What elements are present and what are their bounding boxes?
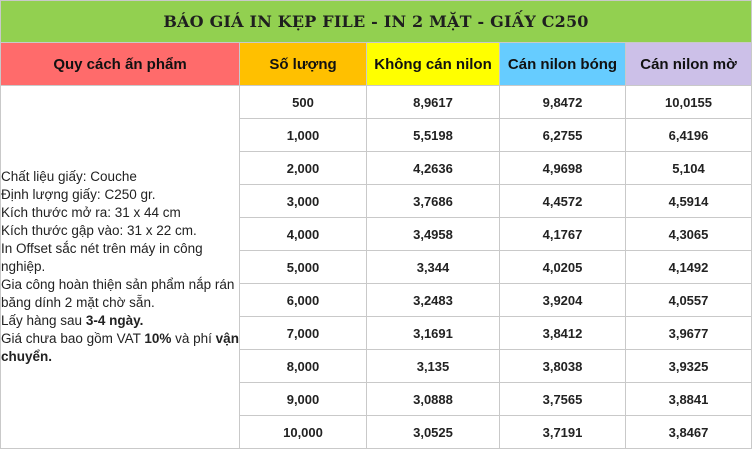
table-title: BÁO GIÁ IN KẸP FILE - IN 2 MẶT - GIẤY C250 — [1, 1, 752, 43]
quantity-cell: 3,000 — [240, 185, 367, 218]
matte-price-cell: 10,0155 — [626, 86, 752, 119]
matte-price-cell: 4,1492 — [626, 251, 752, 284]
spec-description — [1, 86, 240, 449]
matte-price-cell: 5,104 — [626, 152, 752, 185]
quantity-cell: 9,000 — [240, 383, 367, 416]
title-row — [1, 1, 752, 43]
matte-price-cell: 4,5914 — [626, 185, 752, 218]
gloss-price-cell: 4,0205 — [500, 251, 626, 284]
quantity-cell: 5,000 — [240, 251, 367, 284]
quantity-cell: 6,000 — [240, 284, 367, 317]
spec-price-note — [1, 330, 239, 366]
quantity-cell: 7,000 — [240, 317, 367, 350]
quantity-cell: 2,000 — [240, 152, 367, 185]
spec-open-size: Kích thước mở ra: 31 x 44 cm — [1, 205, 181, 220]
gloss-price-cell: 3,8038 — [500, 350, 626, 383]
header-gloss-lamination: Cán nilon bóng — [500, 43, 626, 86]
quantity-cell: 8,000 — [240, 350, 367, 383]
matte-price-cell: 3,9325 — [626, 350, 752, 383]
header-row — [1, 43, 752, 86]
header-matte-lamination: Cán nilon mờ — [626, 43, 752, 86]
spec-folded-size: Kích thước gập vào: 31 x 22 cm. — [1, 223, 197, 238]
spec-lead-time-value: 3-4 ngày. — [85, 313, 144, 328]
header-spec: Quy cách ấn phẩm — [1, 43, 240, 86]
no-lamination-price-cell: 3,1691 — [367, 317, 500, 350]
gloss-price-cell: 3,7565 — [500, 383, 626, 416]
gloss-price-cell: 3,7191 — [500, 416, 626, 449]
gloss-price-cell: 6,2755 — [500, 119, 626, 152]
gloss-price-cell: 3,9204 — [500, 284, 626, 317]
gloss-price-cell: 9,8472 — [500, 86, 626, 119]
spec-vat-value: 10% — [144, 331, 172, 346]
quantity-cell: 500 — [240, 86, 367, 119]
gloss-price-cell: 4,4572 — [500, 185, 626, 218]
spec-vat-label: Giá chưa bao gồm VAT — [1, 331, 145, 346]
no-lamination-price-cell: 8,9617 — [367, 86, 500, 119]
no-lamination-price-cell: 3,135 — [367, 350, 500, 383]
header-no-lamination: Không cán nilon — [367, 43, 500, 86]
price-rows — [1, 86, 752, 449]
matte-price-cell: 4,3065 — [626, 218, 752, 251]
spec-shipping-label: và phí — [171, 331, 216, 346]
spec-lead-time-label: Lấy hàng sau — [1, 313, 86, 328]
no-lamination-price-cell: 3,0888 — [367, 383, 500, 416]
spec-printing: In Offset sắc nét trên máy in công nghiệp. — [1, 241, 203, 274]
gloss-price-cell: 3,8412 — [500, 317, 626, 350]
matte-price-cell: 3,8841 — [626, 383, 752, 416]
spec-paper-material: Chất liệu giấy: Couche — [1, 169, 137, 184]
matte-price-cell: 3,8467 — [626, 416, 752, 449]
no-lamination-price-cell: 3,2483 — [367, 284, 500, 317]
no-lamination-price-cell: 3,0525 — [367, 416, 500, 449]
spec-lead-time — [1, 312, 239, 330]
spec-finishing: Gia công hoàn thiện sản phẩm nắp rán băng dính 2 mặt chờ sẵn. — [1, 277, 235, 310]
no-lamination-price-cell: 3,344 — [367, 251, 500, 284]
quantity-cell: 10,000 — [240, 416, 367, 449]
no-lamination-price-cell: 5,5198 — [367, 119, 500, 152]
quantity-cell: 4,000 — [240, 218, 367, 251]
quantity-cell: 1,000 — [240, 119, 367, 152]
no-lamination-price-cell: 3,4958 — [367, 218, 500, 251]
matte-price-cell: 3,9677 — [626, 317, 752, 350]
spec-paper-weight: Định lượng giấy: C250 gr. — [1, 187, 156, 202]
header-quantity: Số lượng — [240, 43, 367, 86]
matte-price-cell: 4,0557 — [626, 284, 752, 317]
gloss-price-cell: 4,1767 — [500, 218, 626, 251]
gloss-price-cell: 4,9698 — [500, 152, 626, 185]
spec-shipping-value: vận chuyển. — [1, 331, 239, 364]
no-lamination-price-cell: 3,7686 — [367, 185, 500, 218]
table-row — [1, 86, 752, 119]
no-lamination-price-cell: 4,2636 — [367, 152, 500, 185]
matte-price-cell: 6,4196 — [626, 119, 752, 152]
